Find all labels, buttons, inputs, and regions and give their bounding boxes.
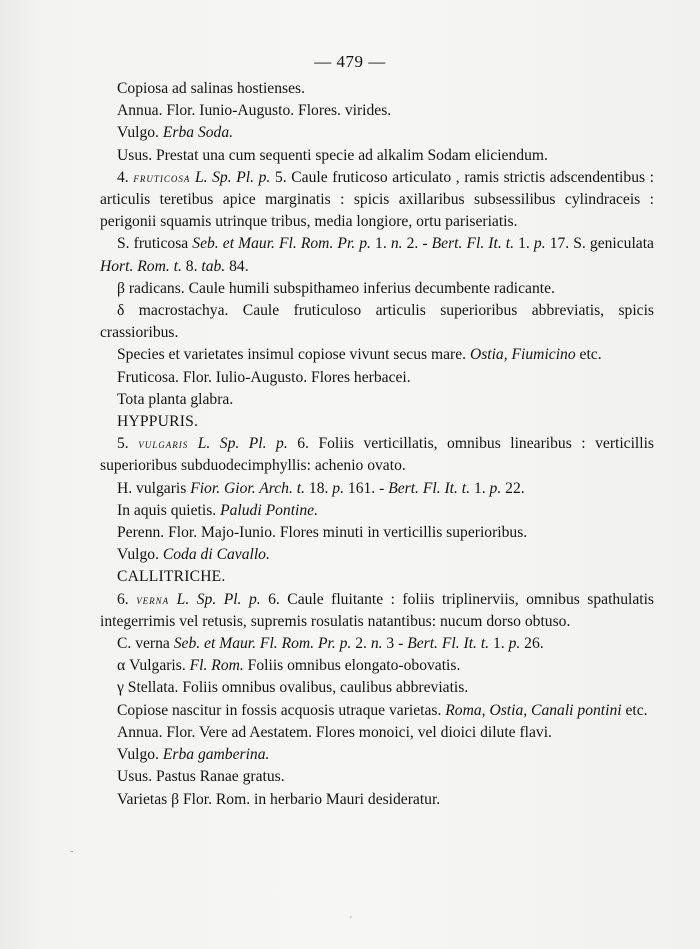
- species-description: 5. Caule fruticoso articulato , ramis strictis adscendentibus : articulis teretibus apice marginatis : spicis axillaribus subsessilibus cylindraceis : perigonii squamis utrinque tribus, media longiore, ortu pariseriatis.: [100, 168, 655, 231]
- text-span: Vulgo.: [117, 546, 163, 564]
- citation: Bert. Fl. It. t.: [388, 479, 471, 497]
- text-span: Vulgo.: [117, 124, 163, 142]
- paragraph-flowering-4: [100, 722, 654, 744]
- species-name: fruticosa: [133, 170, 191, 185]
- citation: Seb. et Maur. Fl. Rom. Pr. p.: [192, 235, 371, 253]
- paragraph-habitat-2: [100, 344, 654, 366]
- text-span: 22.: [501, 479, 525, 497]
- citation: tab.: [201, 257, 226, 275]
- citation: p.: [489, 479, 502, 497]
- text-line: Perenn. Flor. Majo-Iunio. Flores minuti in verticillis superioribus.: [117, 524, 528, 542]
- text-span: 3 -: [382, 635, 408, 653]
- species-name: vulgaris: [138, 437, 189, 452]
- variety-macrostachya: [100, 300, 654, 344]
- genus-heading: CALLITRICHE.: [117, 568, 226, 586]
- variety-radicans: [100, 278, 654, 300]
- genus-heading-hyppuris: [100, 411, 654, 433]
- species-number: 4.: [117, 168, 134, 186]
- text-line: Copiosa ad salinas hostienses.: [117, 80, 305, 97]
- text-span: etc.: [575, 346, 602, 364]
- citation: Seb. et Maur. Fl. Rom. Pr. p.: [173, 635, 352, 653]
- genus-heading: HYPPURIS.: [117, 413, 199, 431]
- species-entry-fruticosa: [100, 167, 654, 234]
- text-span: 1.: [470, 479, 490, 497]
- paragraph-note-2: [100, 789, 654, 811]
- page-number: — 479 —: [314, 52, 386, 71]
- paragraph-habitat-3: [100, 500, 654, 522]
- species-description: 6. Caule fluitante : foliis triplinerviis, omnibus spathulatis integerrimis vel retusis, supremis rosulatis natantibus: nucum dorso obtuso.: [100, 590, 655, 630]
- text-line: Fruticosa. Flor. Iulio-Augusto. Flores herbacei.: [117, 368, 411, 386]
- paragraph-synonyms: [100, 233, 654, 277]
- variety-stellata: [100, 677, 654, 699]
- paragraph-usage: [100, 145, 654, 167]
- text-span: 1.: [489, 635, 509, 653]
- locality: Ostia, Fiumicino: [469, 346, 576, 364]
- text-line: δ macrostachya. Caule fruticuloso articulis superioribus abbreviatis, spicis crassioribus.: [100, 302, 654, 342]
- citation: p.: [332, 479, 344, 497]
- page-body: [100, 78, 654, 811]
- text-span: C. verna: [117, 635, 174, 653]
- variety-vulgaris: [100, 655, 654, 677]
- species-entry-vulgaris: [100, 433, 654, 477]
- text-line: Annua. Flor. Vere ad Aestatem. Flores monoici, vel dioici dilute flavi.: [117, 723, 552, 741]
- paragraph-note: [100, 389, 654, 411]
- text-span: etc.: [621, 701, 648, 719]
- text-line: Varietas β Flor. Rom. in herbario Mauri desideratur.: [117, 790, 441, 808]
- species-reference: L. Sp. Pl. p.: [188, 435, 288, 453]
- text-span: Foliis omnibus elongato-obovatis.: [243, 657, 461, 675]
- text-span: 1.: [370, 235, 391, 253]
- text-line: Tota planta glabra.: [117, 390, 234, 408]
- citation: Bert. Fl. It. t.: [407, 635, 490, 653]
- paragraph-synonyms-2: [100, 478, 654, 500]
- species-number: 5.: [117, 435, 139, 453]
- text-span: 17. S. geniculata: [545, 235, 654, 253]
- vernacular-name: Erba gamberina.: [162, 746, 270, 764]
- species-reference: L. Sp. Pl. p.: [190, 168, 271, 186]
- text-line: Usus. Pastus Ranae gratus.: [117, 768, 285, 786]
- citation: n.: [370, 635, 383, 653]
- paragraph-usage-2: [100, 766, 654, 788]
- locality: Paludi Pontine.: [220, 501, 318, 519]
- genus-heading-callitriche: [100, 566, 654, 588]
- text-span: 8.: [181, 257, 202, 275]
- citation: Hort. Rom. t.: [100, 257, 182, 275]
- text-span: 26.: [520, 635, 544, 653]
- text-span: 84.: [225, 257, 249, 275]
- locality: Roma, Ostia, Canali pontini: [445, 701, 622, 719]
- text-span: S. fruticosa: [117, 235, 193, 253]
- citation: Bert. Fl. It. t.: [431, 235, 515, 253]
- text-span: 2. -: [402, 235, 432, 253]
- citation: p.: [533, 235, 546, 253]
- paragraph-flowering-3: [100, 522, 654, 544]
- paragraph-synonyms-3: [100, 633, 654, 655]
- text-span: Species et varietates insimul copiose vivunt secus mare.: [117, 346, 470, 364]
- text-line: Usus. Prestat una cum sequenti specie ad alkalim Sodam eliciendum.: [117, 146, 548, 164]
- citation: p.: [508, 635, 521, 653]
- text-span: 2.: [351, 635, 371, 653]
- text-span: α Vulgaris.: [117, 657, 190, 675]
- citation: Fl. Rom.: [189, 657, 244, 675]
- species-description: 6. Foliis verticillatis, omnibus linearibus : verticillis superioribus subduodecimphyllis: achenio ovato.: [100, 435, 655, 475]
- paragraph-flowering-2: [100, 367, 654, 389]
- scan-speck: -: [70, 846, 74, 857]
- citation: Fior. Gior. Arch. t.: [190, 479, 305, 497]
- text-span: H. vulgaris: [117, 479, 191, 497]
- text-line: β radicans. Caule humili subspithameo inferius decumbente radicante.: [117, 279, 555, 297]
- paragraph-vernacular: [100, 122, 654, 144]
- paragraph-vernacular-3: [100, 744, 654, 766]
- paragraph-habitat-4: [100, 700, 654, 722]
- vernacular-name: Erba Soda.: [162, 124, 234, 142]
- species-reference: L. Sp. Pl. p.: [169, 590, 261, 608]
- vernacular-name: Coda di Cavallo.: [162, 546, 270, 564]
- text-span: Copiose nascitur in fossis acquosis utraque varietas.: [117, 701, 446, 719]
- text-span: Vulgo.: [117, 746, 163, 764]
- text-line: γ Stellata. Foliis omnibus ovalibus, caulibus abbreviatis.: [117, 679, 469, 697]
- text-line: Annua. Flor. Iunio-Augusto. Flores. virides.: [117, 102, 392, 120]
- text-span: In aquis quietis.: [117, 501, 221, 519]
- text-span: 1.: [514, 235, 534, 253]
- paragraph-vernacular-2: [100, 544, 654, 566]
- species-name: verna: [136, 592, 170, 607]
- species-number: 6.: [117, 590, 137, 608]
- citation: n.: [390, 235, 403, 253]
- species-entry-verna: [100, 589, 654, 633]
- text-span: 161. -: [344, 479, 389, 497]
- text-span: 18.: [305, 479, 333, 497]
- paragraph-habitat: [100, 78, 654, 100]
- paragraph-flowering: [100, 100, 654, 122]
- scan-speck: ': [350, 915, 352, 926]
